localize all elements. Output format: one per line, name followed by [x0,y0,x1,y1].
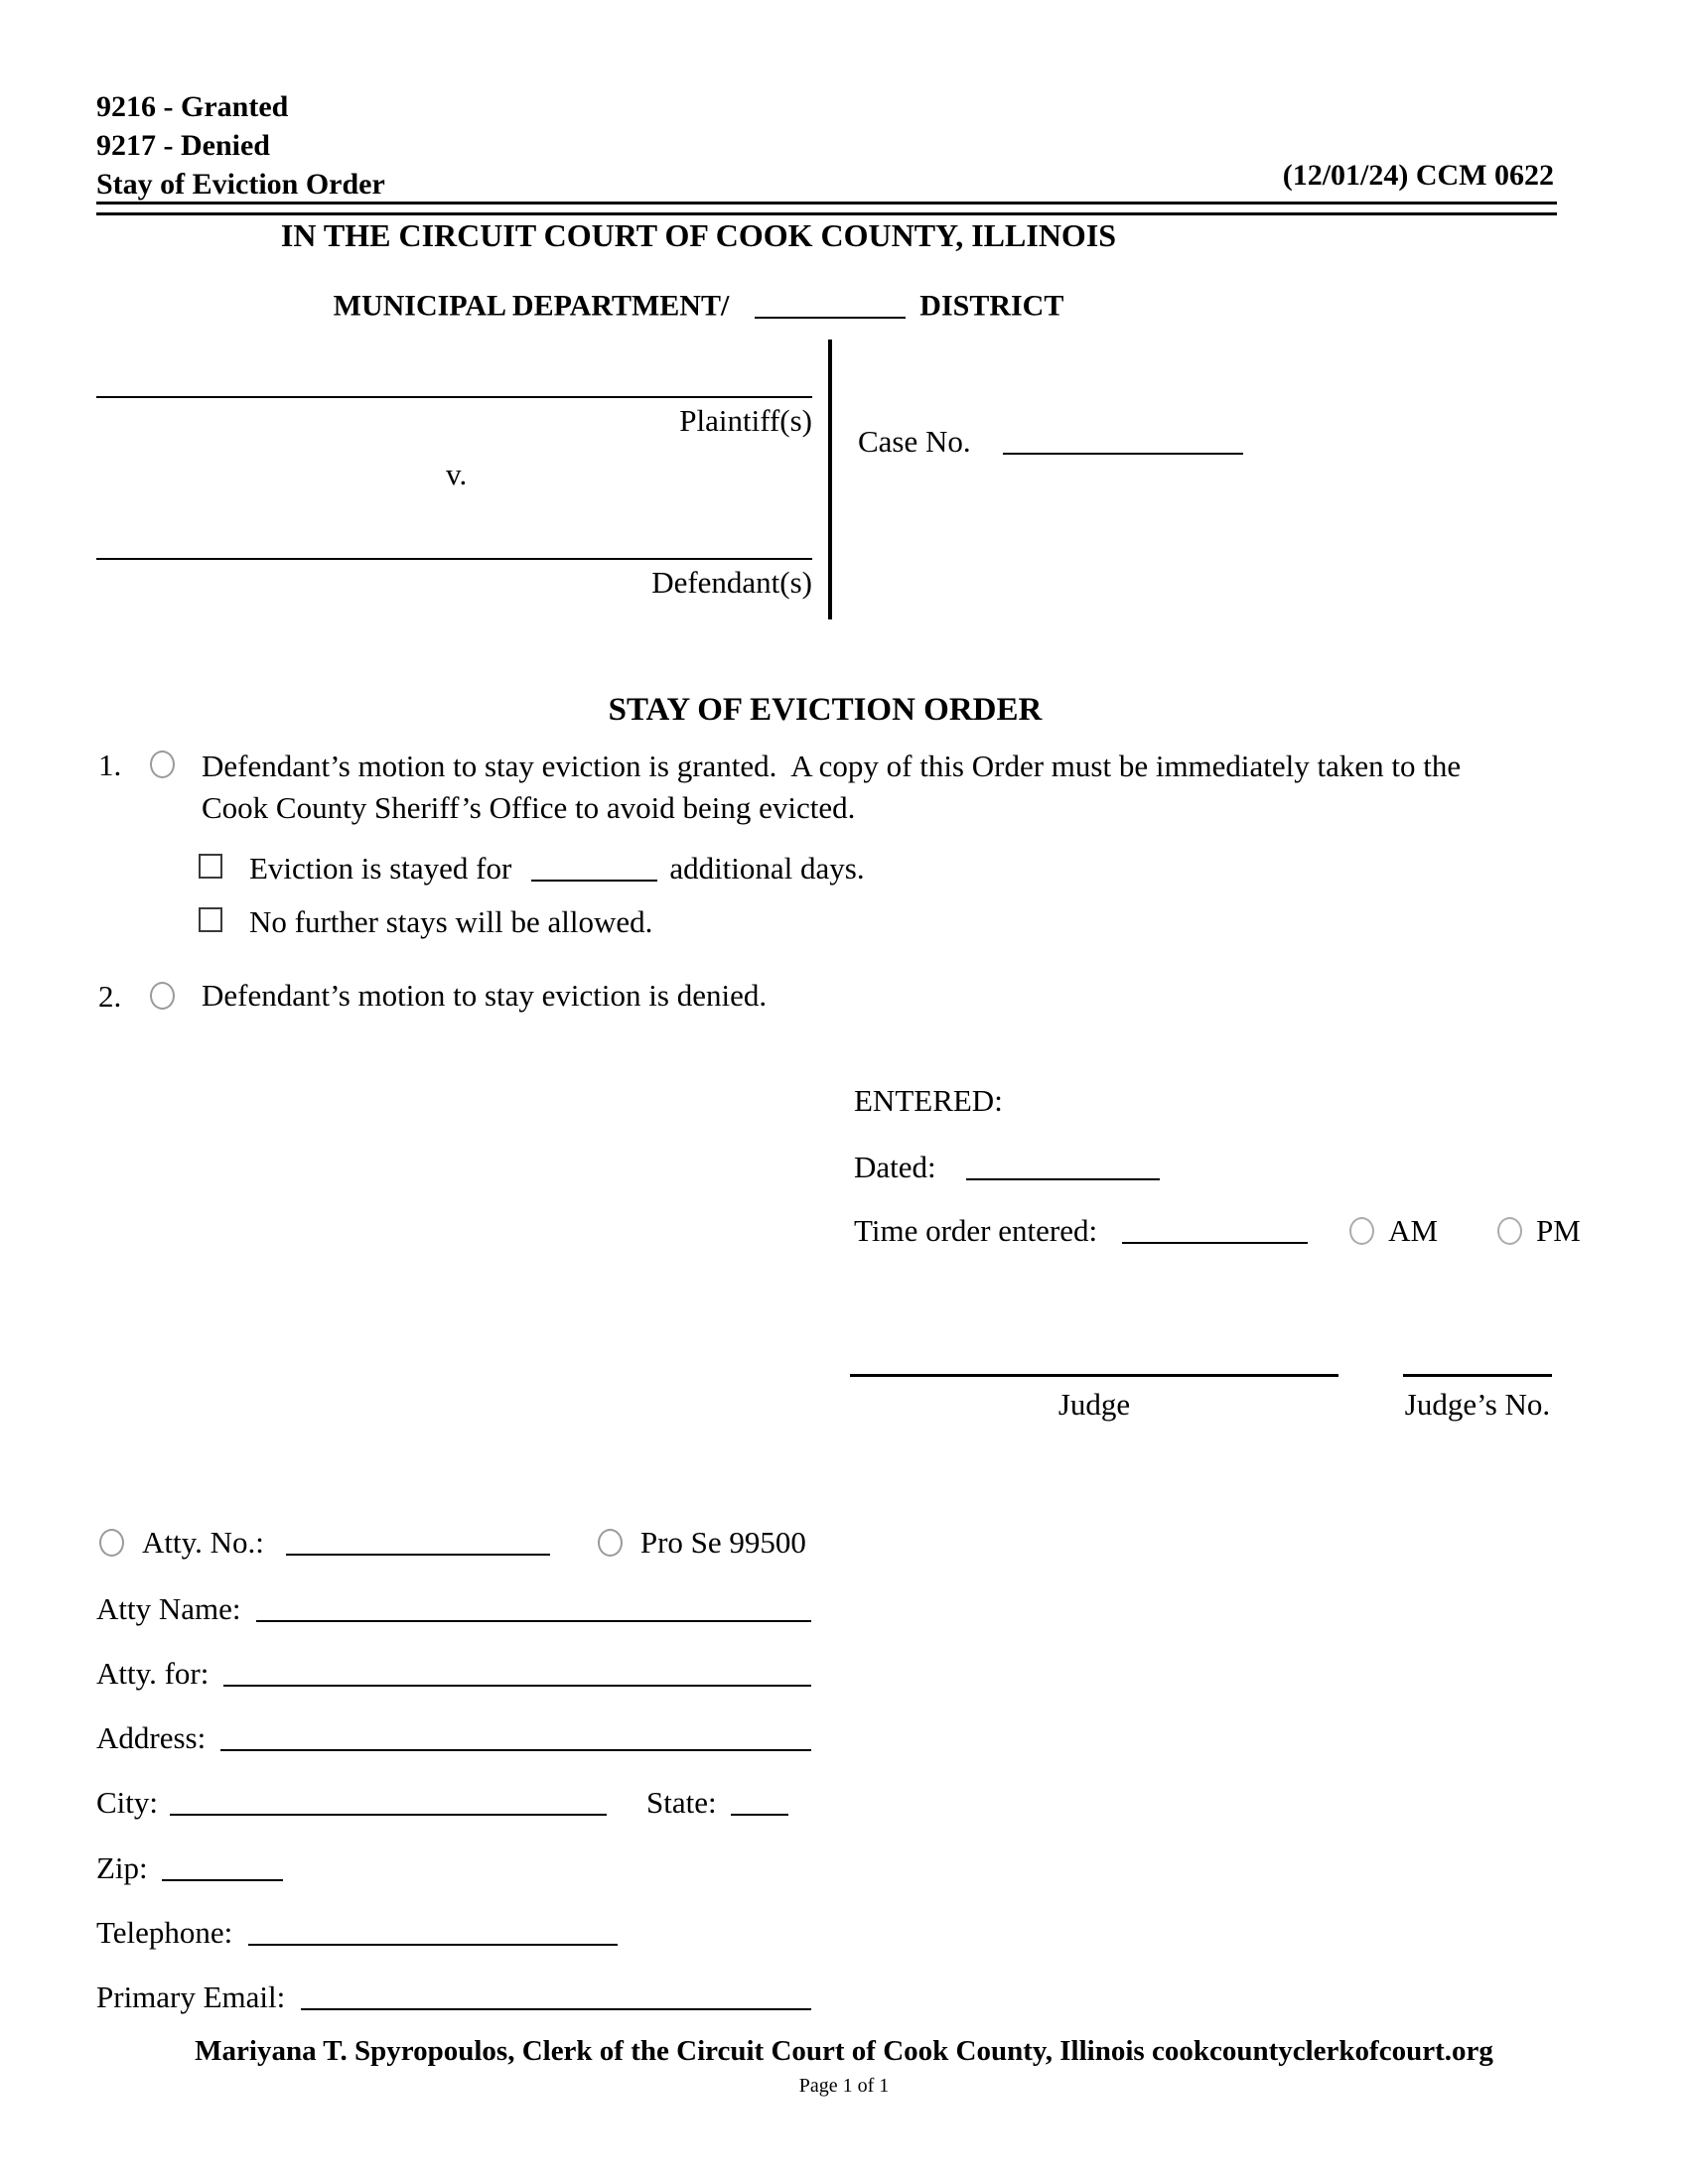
address-label: Address: [96,1720,207,1755]
denied-code: 9217 - Denied [96,129,270,162]
entered-label: ENTERED: [854,1083,1003,1118]
city-state-row [96,1784,788,1823]
zip-row [96,1849,283,1888]
atty-for-row [96,1655,811,1694]
judge-no-label: Judge’s No. [1404,1387,1551,1422]
clerk-footer: Mariyana T. Spyropoulos, Clerk of the Circuit Court of Cook County, Illinois cookcountyclerkofcourt.org [195,2035,1493,2067]
atty-no-blank[interactable] [286,1528,550,1556]
form-number: (12/01/24) CCM 0622 [1282,159,1554,192]
primary-email-label: Primary Email: [96,1979,286,2014]
plaintiff-name-line[interactable] [96,396,812,398]
am-label: AM [1388,1213,1439,1248]
page-number: Page 1 of 1 [798,2075,890,2097]
stay-days-blank[interactable] [531,854,657,882]
address-blank[interactable] [220,1723,811,1751]
atty-for-label: Atty. for: [96,1656,210,1691]
telephone-row [96,1914,618,1953]
atty-for-blank[interactable] [223,1659,811,1687]
pro-se-label: Pro Se 99500 [639,1525,806,1560]
no-further-stays-text: No further stays will be allowed. [249,904,653,939]
item2-denied-radio[interactable] [150,982,175,1010]
form-code-block [96,87,385,204]
department-prefix: MUNICIPAL DEPARTMENT/ [333,289,730,323]
granted-code: 9216 - Granted [96,90,289,123]
stay-days-checkbox[interactable] [199,854,222,879]
address-row [96,1719,811,1758]
pm-radio[interactable] [1497,1217,1522,1245]
atty-no-row [99,1524,806,1563]
judge-signature-line[interactable] [850,1374,1338,1377]
item2-number: 2. [98,979,122,1014]
primary-email-row [96,1979,811,2017]
header-double-rule [96,202,1557,215]
time-entered-blank[interactable] [1122,1216,1308,1244]
dated-label: Dated: [854,1150,936,1184]
am-radio[interactable] [1349,1217,1374,1245]
dated-blank[interactable] [966,1153,1160,1180]
versus-label: v. [446,457,468,491]
time-entered-row [854,1212,1581,1251]
atty-name-row [96,1590,811,1629]
telephone-label: Telephone: [96,1915,233,1950]
stay-days-row [249,850,865,888]
stay-option-prefix: Eviction is stayed for [249,851,512,886]
defendant-label: Defendant(s) [651,565,812,600]
judge-label: Judge [1057,1387,1131,1422]
state-label: State: [646,1785,717,1820]
case-no-label: Case No. [858,424,971,459]
case-no-row [858,423,1243,462]
district-line [96,288,1301,324]
district-blank[interactable] [755,291,906,319]
time-entered-label: Time order entered: [854,1213,1098,1248]
stay-option-suffix: additional days. [669,851,865,886]
primary-email-blank[interactable] [301,1982,811,2010]
order-heading: STAY OF EVICTION ORDER [608,692,1043,728]
dated-row [854,1149,1160,1187]
atty-no-radio[interactable] [99,1529,124,1557]
item1-text: Defendant’s motion to stay eviction is granted. A copy of this Order must be immediately taken to the Cook County Sheriff’s Office to avoid being evicted. [202,749,1469,825]
zip-blank[interactable] [162,1853,283,1881]
pm-label: PM [1536,1213,1581,1248]
pro-se-radio[interactable] [598,1529,623,1557]
city-blank[interactable] [170,1788,607,1816]
form-name: Stay of Eviction Order [96,168,385,201]
no-further-stays-checkbox[interactable] [199,907,222,932]
plaintiff-label: Plaintiff(s) [679,403,812,438]
atty-name-label: Atty Name: [96,1591,241,1626]
item2-text: Defendant’s motion to stay eviction is denied. [202,978,768,1013]
telephone-blank[interactable] [248,1918,618,1946]
court-title: IN THE CIRCUIT COURT OF COOK COUNTY, ILLINOIS [280,217,1117,253]
item1-granted-radio[interactable] [150,751,175,778]
judge-no-line[interactable] [1403,1374,1552,1377]
case-no-blank[interactable] [1003,427,1243,455]
defendant-name-line[interactable] [96,558,812,560]
city-label: City: [96,1785,159,1820]
atty-name-blank[interactable] [256,1594,812,1622]
atty-no-label: Atty. No.: [142,1525,264,1560]
caption-divider [828,340,832,619]
item1-number: 1. [98,748,122,782]
zip-label: Zip: [96,1850,148,1885]
state-blank[interactable] [731,1788,788,1816]
department-suffix: DISTRICT [919,289,1064,323]
